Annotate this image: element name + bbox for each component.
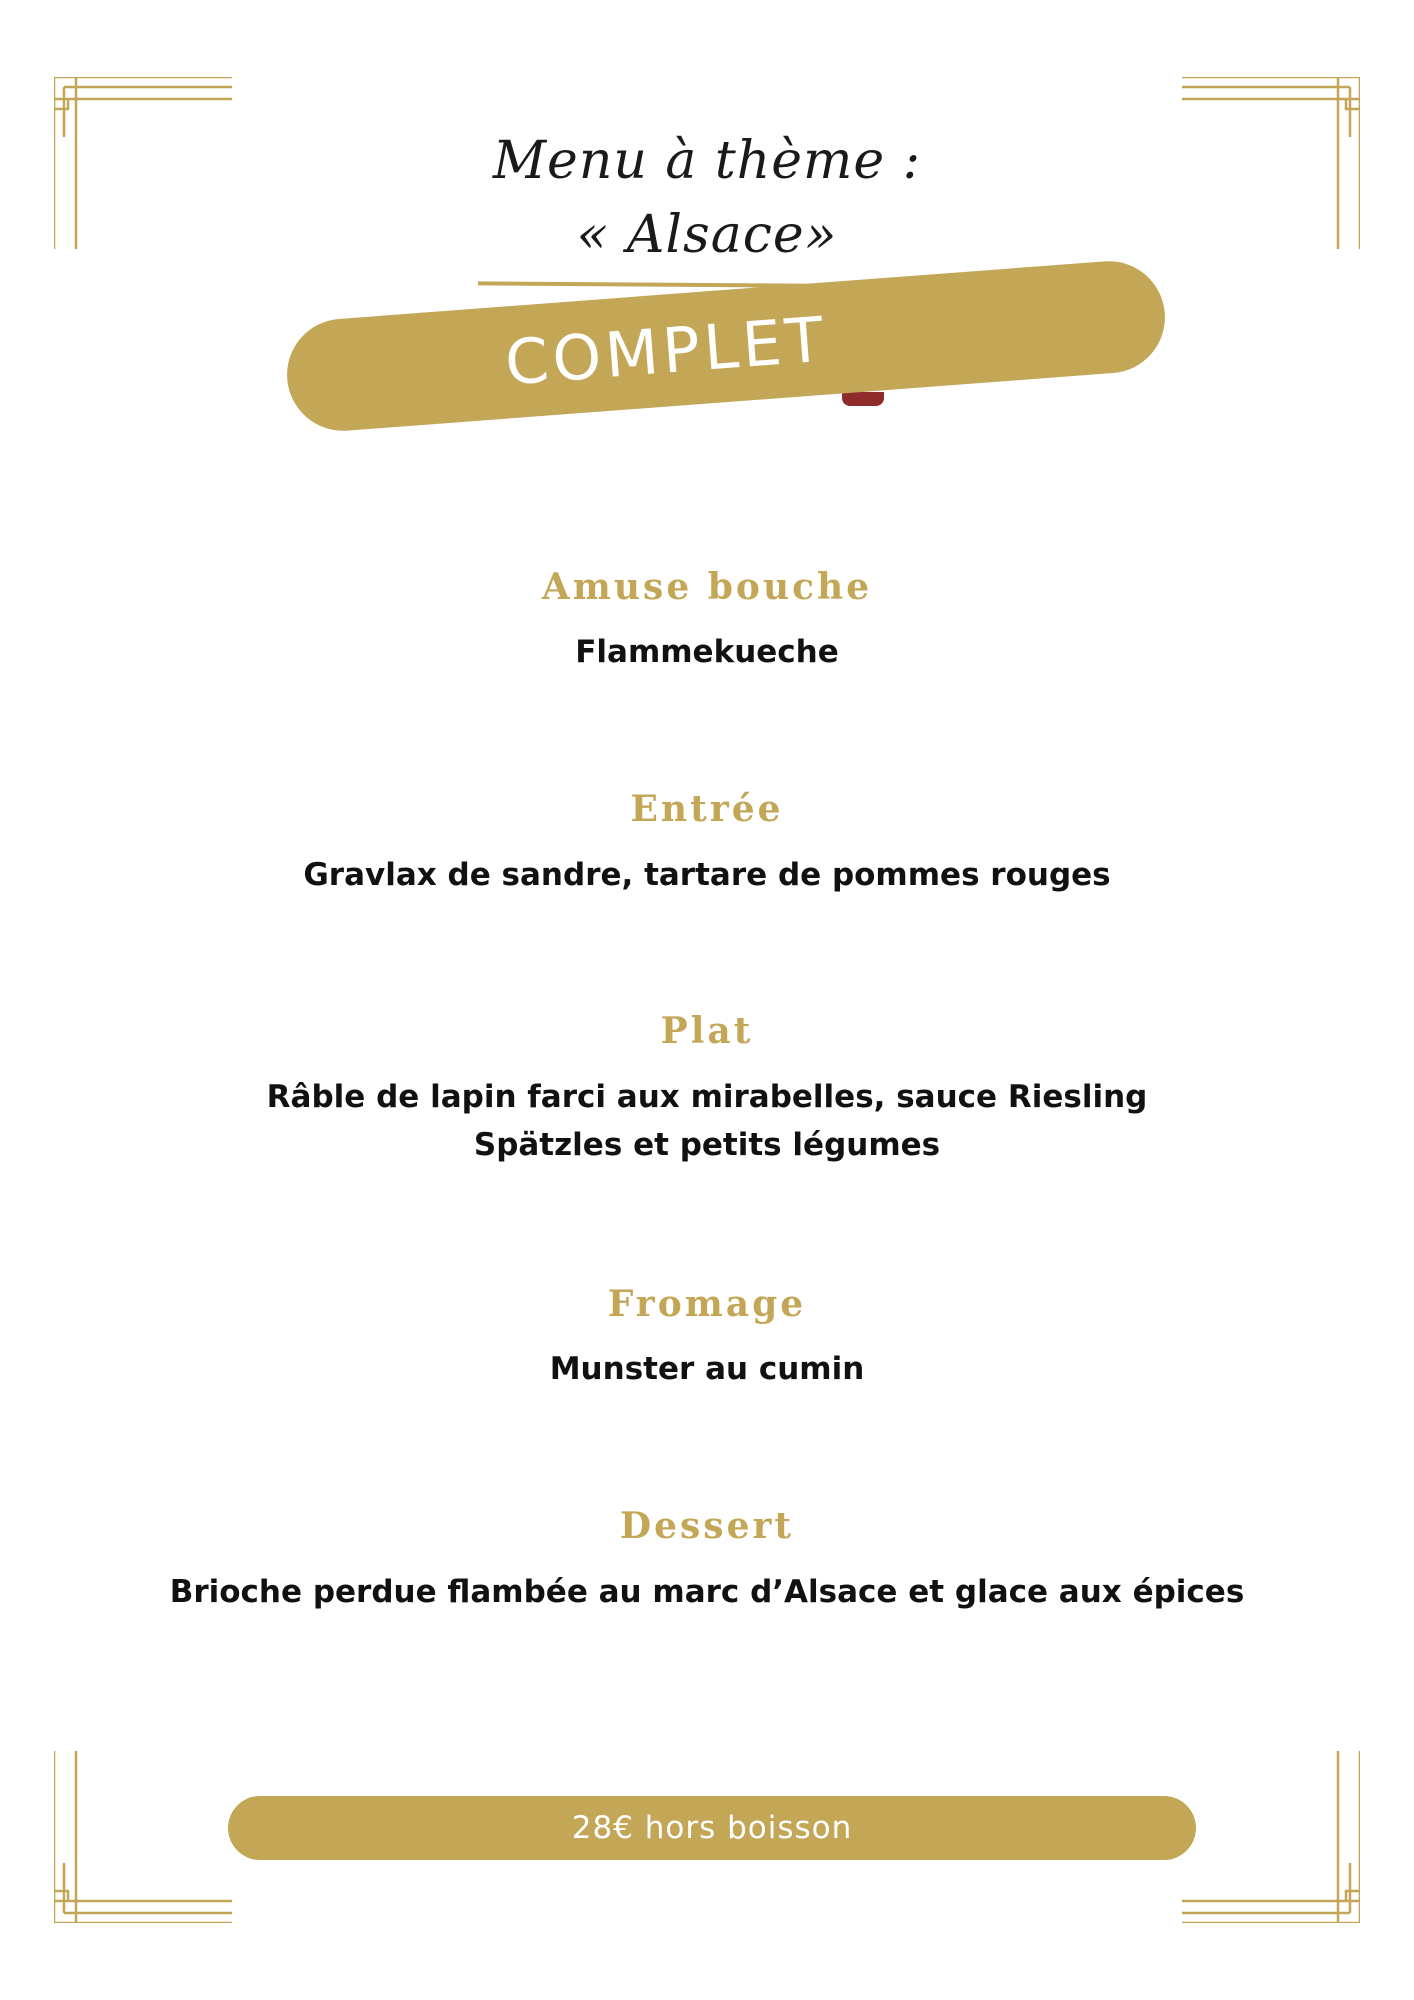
course-item-fromage: Munster au cumin <box>549 1351 865 1387</box>
course-item-dessert: Brioche perdue flambée au marc d’Alsace et glace aux épices <box>169 1574 1245 1610</box>
sold-out-label: COMPLET <box>502 302 830 399</box>
course-heading-plat: Plat <box>660 1010 754 1052</box>
course-item-amuse-bouche: Flammekueche <box>575 634 839 670</box>
course-item-plat-1: Râble de lapin farci aux mirabelles, sauce Riesling <box>266 1079 1148 1115</box>
course-item-entree: Gravlax de sandre, tartare de pommes rouges <box>303 857 1111 893</box>
course-heading-dessert: Dessert <box>619 1505 795 1547</box>
course-heading-amuse-bouche: Amuse bouche <box>541 566 873 608</box>
menu-title-line-1: Menu à thème : <box>492 131 922 191</box>
red-accent-mark <box>842 392 884 406</box>
price-label: 28€ hors boisson <box>571 1810 853 1846</box>
course-heading-fromage: Fromage <box>607 1283 807 1325</box>
price-badge <box>228 1796 1196 1860</box>
course-heading-entree: Entrée <box>630 788 784 830</box>
corner-ornament-bottom-left <box>54 1743 234 1923</box>
course-item-plat-2: Spätzles et petits légumes <box>473 1127 941 1163</box>
menu-title-line-2: « Alsace» <box>576 205 838 265</box>
corner-ornament-bottom-right <box>1180 1743 1360 1923</box>
